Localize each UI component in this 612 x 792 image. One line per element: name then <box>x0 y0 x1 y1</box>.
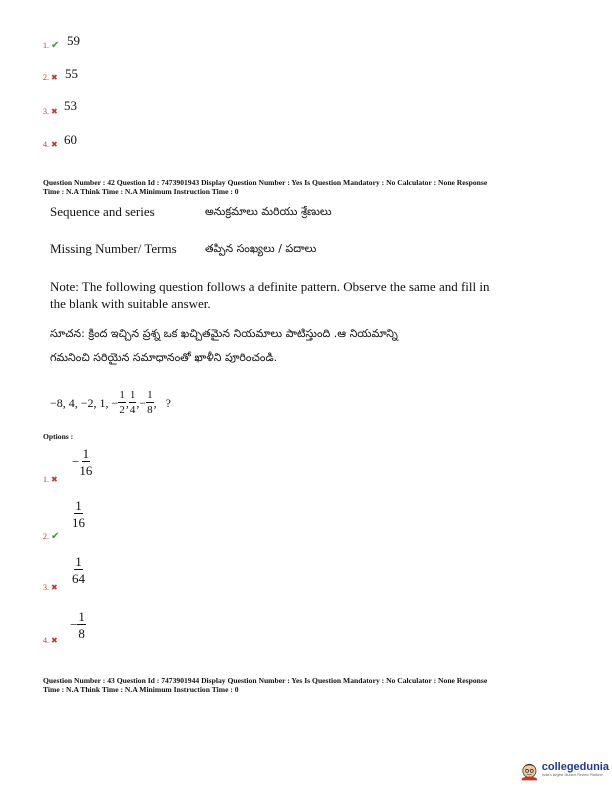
fraction: $\frac{1}{2}$ <box>119 389 125 416</box>
correct-check-icon: ✔ <box>51 531 60 542</box>
topic-telugu: అనుక్రమాలు మరియు శ్రేణులు <box>205 205 332 218</box>
subtopic-english: Missing Number/ Terms <box>50 241 177 256</box>
question-43-header: Question Number : 43 Question Id : 7473901944 Display Question Number : Yes Is Question Mandatory : No Calculator : None Response Time : N.A Think Time : N.A Minimum Instruction Time : 0 <box>43 676 488 694</box>
logo-tagline: India's largest Student Review Platform <box>541 773 603 777</box>
options-label: Options : <box>43 432 74 441</box>
wrong-cross-icon: ✖ <box>51 583 58 592</box>
fraction: $\frac{1}{4}$ <box>129 389 136 416</box>
subtopic-telugu: తప్పిన సంఖ్యలు / పదాలు <box>205 242 317 255</box>
option-value: 55 <box>65 66 78 81</box>
graduate-avatar-icon <box>519 757 540 781</box>
collegedunia-logo <box>519 756 609 782</box>
fraction: $\frac{1}{8}$ <box>147 389 153 416</box>
option-number: 4. <box>43 636 49 645</box>
option-number: 1. <box>43 41 49 50</box>
option-value: $\frac{1}{16}$ <box>72 498 85 530</box>
option-number: 2. <box>43 73 49 82</box>
wrong-cross-icon: ✖ <box>51 636 58 645</box>
option-value: $\frac{1}{64}$ <box>72 554 85 586</box>
option-number: 4. <box>43 140 49 149</box>
note-english: Note: The following question follows a definite pattern. Observe the same and fill in the blank with suitable answer. <box>50 279 490 311</box>
option-value: 53 <box>64 98 77 113</box>
option-value: − $\frac{1}{8}$ <box>70 609 85 641</box>
option-value: − $\frac{1}{16}$ <box>72 446 93 478</box>
option-number: 3. <box>43 107 49 116</box>
option-number: 1. <box>43 475 49 484</box>
wrong-cross-icon: ✖ <box>51 140 58 149</box>
option-value: 59 <box>67 33 80 48</box>
correct-check-icon: ✔ <box>51 40 60 51</box>
question-42-header: Question Number : 42 Question Id : 7473901943 Display Question Number : Yes Is Question Mandatory : No Calculator : None Response Time : N.A Think Time : N.A Minimum Instruction Time : 0 <box>43 178 488 196</box>
option-value: 60 <box>64 132 77 147</box>
option-number: 3. <box>43 583 49 592</box>
sequence-expression: −8, 4, −2, 1, − $\frac{1}{2}$ , $\frac{1}{4}$ ,− $\frac{1}{8}$ , ? <box>50 389 171 416</box>
wrong-cross-icon: ✖ <box>51 73 58 82</box>
note-telugu: సూచన: క్రింద ఇచ్చిన ప్రశ్న ఒక ఖచ్చితమైన నియమాలు పాటిస్తుంది .ఆ నియమాన్ని గమనించి సరియైన సమాధానంతో ఖాళీని పూరించండి. <box>50 327 398 364</box>
option-number: 2. <box>43 532 49 541</box>
topic-english: Sequence and series <box>50 204 155 219</box>
logo-wordmark: collegedunia <box>541 761 609 773</box>
wrong-cross-icon: ✖ <box>51 475 58 484</box>
wrong-cross-icon: ✖ <box>51 107 58 116</box>
